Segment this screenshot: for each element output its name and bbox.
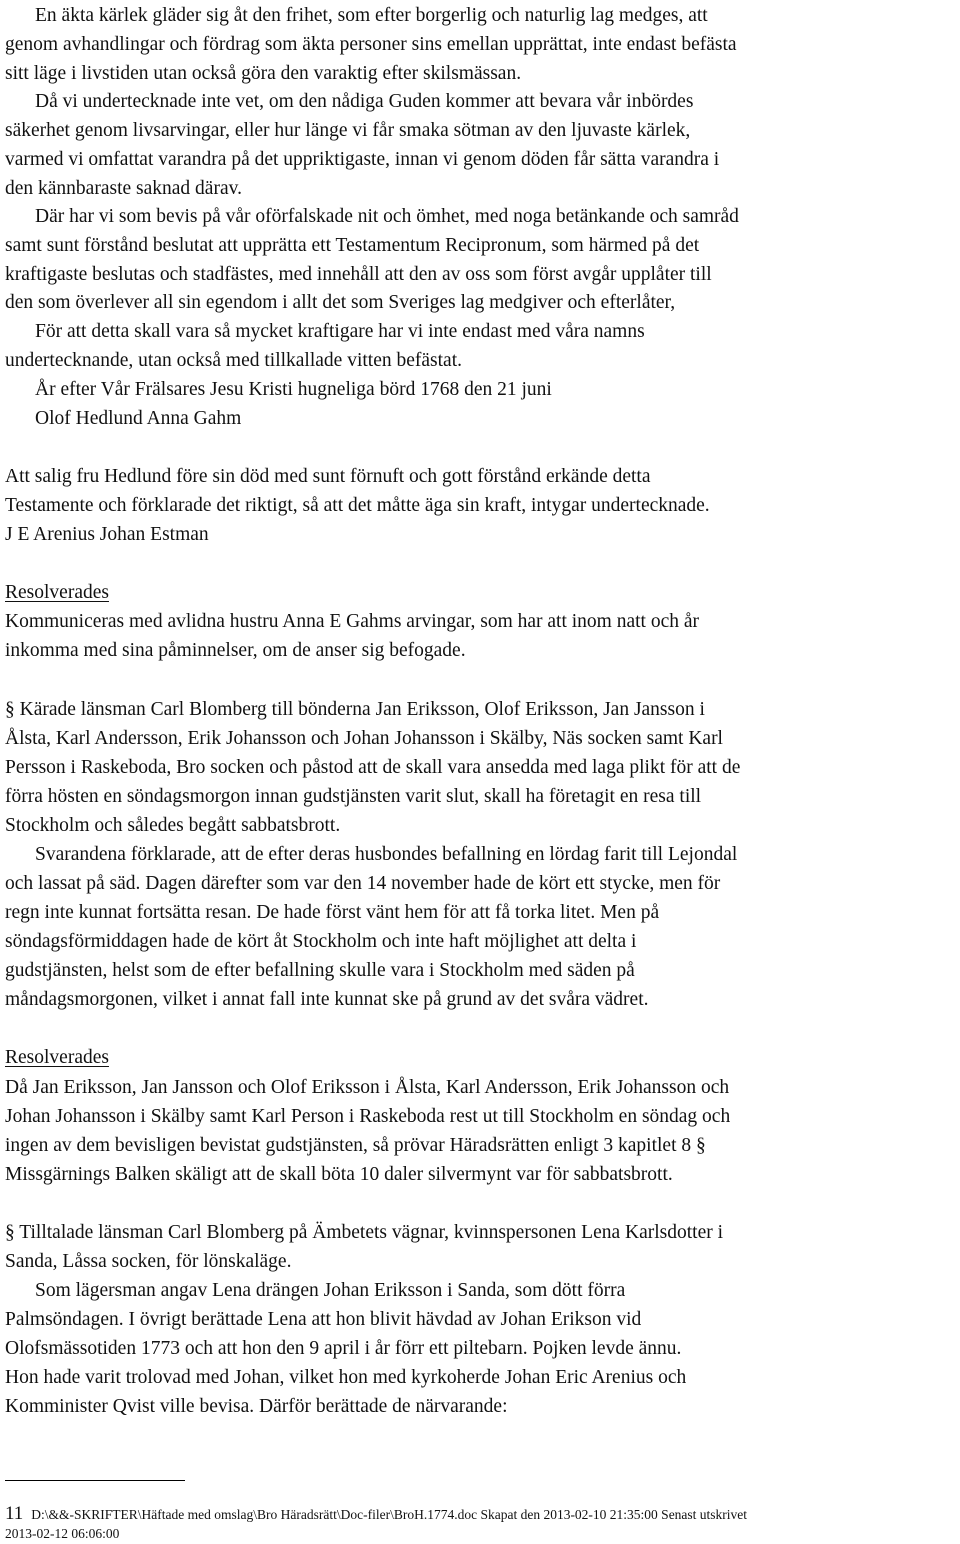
text-line: Testamente och förklarade det riktigt, så att det måtte äga sin kraft, intygar undertecknade. bbox=[5, 495, 710, 516]
text-line: den som överlever all sin egendom i allt det som Sveriges lag medgiver och efterlåter, bbox=[5, 292, 676, 313]
text-line: regn inte kunnat fortsätta resan. De hade först vänt hem för att få torka litet. Men på bbox=[5, 902, 660, 923]
footer-file-info: D:\&&-SKRIFTER\Häftade med omslag\Bro Häradsrätt\Doc-filer\BroH.1774.doc Skapat den 2013-02-10 21:35:00 Senast utskrivet bbox=[31, 1507, 748, 1522]
text-line: En äkta kärlek gläder sig åt den frihet, som efter borgerlig och naturlig lag medges, att bbox=[35, 5, 708, 26]
text-line: sitt läge i livstiden utan också göra den varaktig efter skilsmässan. bbox=[5, 63, 522, 84]
text-line: Att salig fru Hedlund före sin död med sunt förnuft och gott förstånd erkände detta bbox=[5, 466, 651, 487]
text-line: § Kärade länsman Carl Blomberg till bönderna Jan Eriksson, Olof Eriksson, Jan Jansson i bbox=[5, 699, 705, 720]
text-line: Svarandena förklarade, att de efter deras husbondes befallning en lördag farit till Lejondal bbox=[35, 844, 738, 865]
text-line: söndagsförmiddagen hade de kört åt Stockholm och inte haft möjlighet att delta i bbox=[5, 931, 637, 952]
text-line: Hon hade varit trolovad med Johan, vilket hon med kyrkoherde Johan Eric Arenius och bbox=[5, 1367, 687, 1388]
text-line: Då Jan Eriksson, Jan Jansson och Olof Eriksson i Ålsta, Karl Andersson, Erik Johansson och bbox=[5, 1077, 730, 1098]
text-line: Där har vi som bevis på vår oförfalskade nit och ömhet, med noga betänkande och samråd bbox=[35, 206, 739, 227]
text-line: Ålsta, Karl Andersson, Erik Johansson och Johan Johansson i Skälby, Näs socken samt Karl bbox=[5, 728, 723, 749]
text-line: kraftigaste beslutas och stadfästes, med innehåll att den av oss som först avgår upplåter till bbox=[5, 264, 712, 285]
text-line: Olofsmässotiden 1773 och att hon den 9 april i år förr ett piltebarn. Pojken levde ännu. bbox=[5, 1338, 682, 1359]
witness-signatures: J E Arenius Johan Estman bbox=[5, 524, 209, 545]
text-line: genom avhandlingar och fördrag som äkta personer sins emellan upprättat, inte endast befästa bbox=[5, 34, 737, 55]
section-heading: Resolverades bbox=[5, 582, 109, 603]
text-line: undertecknande, utan också med tillkallade vitten befästat. bbox=[5, 350, 462, 371]
date-line: År efter Vår Frälsares Jesu Kristi hugneliga börd 1768 den 21 juni bbox=[35, 379, 552, 400]
text-line: säkerhet genom livsarvingar, eller hur länge vi får smaka sötman av den ljuvaste kärlek, bbox=[5, 120, 691, 141]
text-line: förra hösten en söndagsmorgon innan gudstjänsten varit slut, skall ha företagit en resa till bbox=[5, 786, 702, 807]
section-heading: Resolverades bbox=[5, 1047, 109, 1068]
text-line: och lassat på säd. Dagen därefter som var den 14 november hade de kört ett stycke, men för bbox=[5, 873, 721, 894]
footer-divider bbox=[5, 1480, 185, 1481]
text-line: Johan Johansson i Skälby samt Karl Person i Raskeboda rest ut till Stockholm en söndag och bbox=[5, 1106, 731, 1127]
text-line: varmed vi omfattat varandra på det uppriktigaste, innan vi genom döden får sätta varandra i bbox=[5, 149, 720, 170]
text-line: Missgärnings Balken skäligt att de skall böta 10 daler silvermynt var för sabbatsbrott. bbox=[5, 1164, 673, 1185]
page-number: 11 bbox=[5, 1503, 24, 1524]
text-line: Persson i Raskeboda, Bro socken och påstod att de skall vara ansedda med laga plikt för att de bbox=[5, 757, 741, 778]
text-line: gudstjänsten, helst som de efter befallning skulle vara i Stockholm med säden på bbox=[5, 960, 635, 981]
footer-print-date: 2013-02-12 06:06:00 bbox=[5, 1526, 120, 1541]
text-line: Sanda, Låssa socken, för lönskaläge. bbox=[5, 1251, 292, 1272]
text-line: Komminister Qvist ville bevisa. Därför berättade de närvarande: bbox=[5, 1396, 508, 1417]
text-line: Kommuniceras med avlidna hustru Anna E Gahms arvingar, som har att inom natt och år bbox=[5, 611, 700, 632]
text-line: måndagsmorgonen, vilket i annat fall inte kunnat ske på grund av det svåra vädret. bbox=[5, 989, 649, 1010]
text-line: Som lägersman angav Lena drängen Johan Eriksson i Sanda, som dött förra bbox=[35, 1280, 626, 1301]
text-line: Då vi undertecknade inte vet, om den nådiga Guden kommer att bevara vår inbördes bbox=[35, 91, 694, 112]
text-line: inkomma med sina påminnelser, om de anser sig befogade. bbox=[5, 640, 466, 661]
text-line: För att detta skall vara så mycket kraftigare har vi inte endast med våra namns bbox=[35, 321, 645, 342]
text-line: § Tilltalade länsman Carl Blomberg på Ämbetets vägnar, kvinnspersonen Lena Karlsdotter i bbox=[5, 1222, 724, 1243]
text-line: Palmsöndagen. I övrigt berättade Lena att hon blivit hävdad av Johan Erikson vid bbox=[5, 1309, 642, 1330]
text-line: ingen av dem bevisligen bevistat gudstjänsten, så prövar Häradsrätten enligt 3 kapitlet 8 § bbox=[5, 1135, 706, 1156]
text-line: samt sunt förstånd beslutat att upprätta ett Testamentum Recipronum, som härmed på det bbox=[5, 235, 700, 256]
text-line: den kännbaraste saknad därav. bbox=[5, 178, 242, 199]
page-footer bbox=[5, 1504, 747, 1525]
text-line: Stockholm och således begått sabbatsbrott. bbox=[5, 815, 341, 836]
signatures: Olof Hedlund Anna Gahm bbox=[35, 408, 242, 429]
